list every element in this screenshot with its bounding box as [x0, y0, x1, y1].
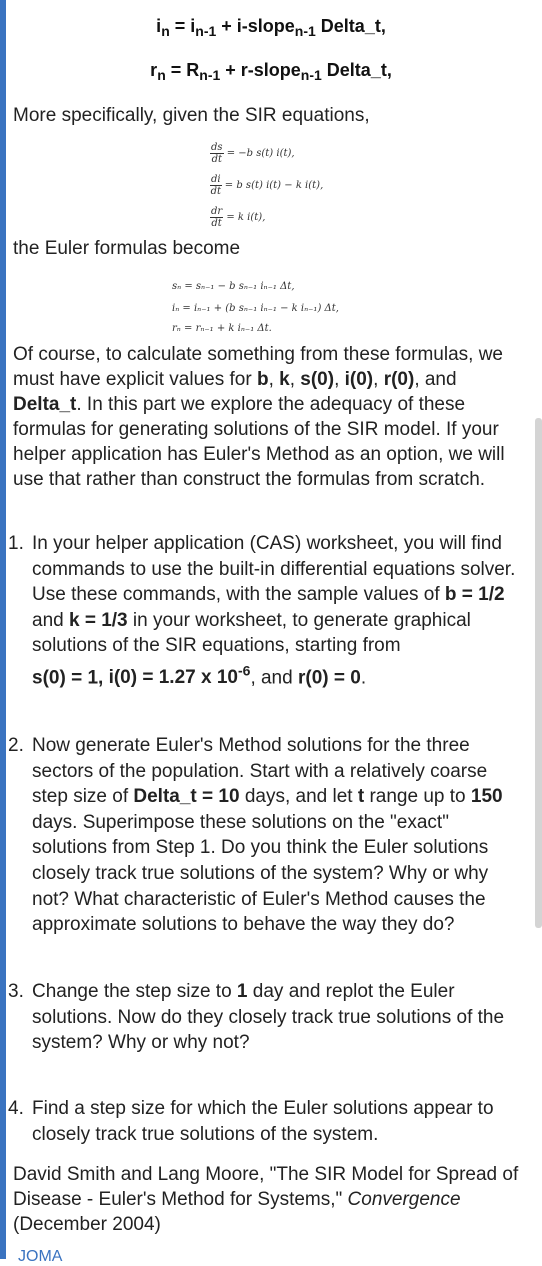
euler-equation-r: rₙ = rₙ₋₁ + k iₙ₋₁ Δt. [172, 323, 272, 334]
explanation-paragraph: Of course, to calculate something from these formulas, we must have explicit values for b, k, s(0), i(0), r(0), and Delta_t. In this part we explore the adequacy of these formulas for generating solutions of the SIR model. If your helper application has Euler's Method as an option, we will use that rather than construct the formulas from scratch. [13, 344, 505, 490]
footer-link[interactable]: JOMA [18, 1248, 63, 1265]
sir-equation-ds: $\frac{ds}{dt}$ = −b s(t) i(t), [211, 142, 295, 165]
sir-equation-dr: $\frac{dr}{dt}$ = k i(t), [211, 206, 266, 229]
euler-equation-i: iₙ = iₙ₋₁ + (b sₙ₋₁ iₙ₋₁ − k iₙ₋₁) Δt, [172, 303, 339, 314]
euler-intro-text: the Euler formulas become [13, 238, 241, 259]
intro-text: More specifically, given the SIR equations, [13, 105, 370, 126]
sir-equation-di: $\frac{di}{dt}$ = b s(t) i(t) − k i(t), [210, 174, 324, 197]
euler-equation-s: sₙ = sₙ₋₁ − b sₙ₋₁ iₙ₋₁ Δt, [172, 281, 295, 292]
left-accent-bar [0, 0, 6, 1259]
equation-r-update: $r_n = R_{n-1}$ + r-slope$_{n-1}$ Delta_t, [150, 60, 392, 83]
equation-i-update: $i_n = i_{n-1}$ + i-slope$_{n-1}$ Delta_t, [156, 16, 386, 39]
citation: David Smith and Lang Moore, "The SIR Model for Spread of Disease - Euler's Method for Systems," Convergence (December 2004) [13, 1164, 519, 1235]
scrollbar[interactable] [535, 418, 542, 928]
